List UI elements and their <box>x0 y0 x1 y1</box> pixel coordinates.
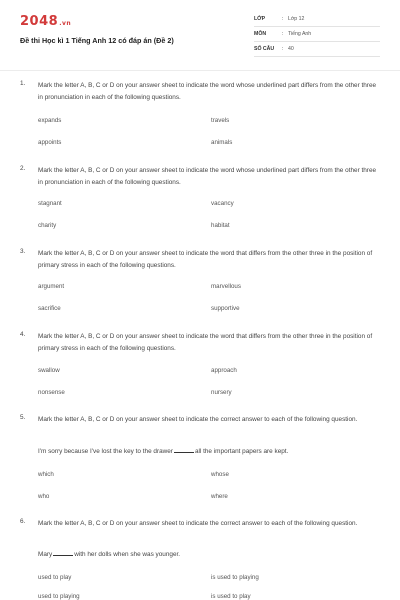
option-c[interactable]: charity <box>38 222 57 229</box>
option-a[interactable]: stagnant <box>38 200 62 207</box>
question-prompt: Mark the letter A, B, C or D on your answer sheet to indicate the word that differs from the other three in the position of primary stress in each of the following questions. <box>38 333 373 352</box>
answer-blank <box>174 452 194 453</box>
sentence-part-before: Mary <box>38 551 53 558</box>
option-b[interactable]: vacancy <box>211 200 234 207</box>
question-prompt: Mark the letter A, B, C or D on your answer sheet to indicate the correct answer to each of the following question. <box>38 520 358 527</box>
option-c[interactable]: sacrifice <box>38 305 61 312</box>
question-number: 6. <box>20 518 26 525</box>
question-number: 4. <box>20 331 26 338</box>
option-d[interactable]: supportive <box>211 305 240 312</box>
meta-key: SỐ CÂU <box>254 46 275 52</box>
document-meta <box>254 12 380 57</box>
question-number: 1. <box>20 80 26 87</box>
meta-separator: : <box>282 46 284 52</box>
option-a[interactable]: used to play <box>38 574 72 581</box>
header-divider <box>0 70 400 71</box>
option-d[interactable]: where <box>211 493 228 500</box>
option-a[interactable]: swallow <box>38 367 60 374</box>
option-c[interactable]: used to playing <box>38 593 80 600</box>
option-b[interactable]: whose <box>211 471 229 478</box>
meta-value: Lớp 12 <box>288 16 305 22</box>
logo-text: 2048 <box>20 14 59 29</box>
answer-blank <box>53 555 73 556</box>
sentence-part-after: with her dolls when she was younger. <box>74 551 181 558</box>
sentence-part-after: all the important papers are kept. <box>194 448 289 455</box>
question-prompt: Mark the letter A, B, C or D on your answer sheet to indicate the correct answer to each of the following question. <box>38 416 358 423</box>
option-c[interactable]: who <box>38 493 50 500</box>
logo-suffix: .vn <box>59 20 72 27</box>
question-number: 2. <box>20 165 26 172</box>
option-a[interactable]: argument <box>38 283 65 290</box>
site-logo[interactable] <box>20 14 71 29</box>
meta-key: MÔN <box>254 31 267 37</box>
question-prompt: Mark the letter A, B, C or D on your answer sheet to indicate the word that differs from the other three in the position of primary stress in each of the following questions. <box>38 250 373 269</box>
option-b[interactable]: travels <box>211 117 230 124</box>
question-prompt: Mark the letter A, B, C or D on your answer sheet to indicate the word whose underlined part differs from the other three in pronunciation in each of the following questions. <box>38 167 377 186</box>
question-number: 5. <box>20 414 26 421</box>
meta-value: Tiếng Anh <box>288 31 312 37</box>
sentence-part-before: I'm sorry because I've lost the key to the drawer <box>38 448 173 455</box>
meta-row-subject <box>254 27 380 42</box>
option-d[interactable]: habitat <box>211 222 230 229</box>
meta-row-class <box>254 12 380 27</box>
option-a[interactable]: expands <box>38 117 62 124</box>
option-c[interactable]: nonsense <box>38 389 65 396</box>
meta-row-question-count <box>254 42 380 57</box>
option-d[interactable]: animals <box>211 139 233 146</box>
option-b[interactable]: is used to playing <box>211 574 259 581</box>
question-number: 3. <box>20 248 26 255</box>
meta-separator: : <box>282 16 284 22</box>
question-prompt: Mark the letter A, B, C or D on your answer sheet to indicate the word whose underlined part differs from the other three in pronunciation in each of the following questions. <box>38 82 377 101</box>
meta-separator: : <box>282 31 284 37</box>
option-d[interactable]: nursery <box>211 389 232 396</box>
option-a[interactable]: which <box>38 471 54 478</box>
option-c[interactable]: appoints <box>38 139 62 146</box>
option-d[interactable]: is used to play <box>211 593 251 600</box>
document-title: Đề thi Học kì 1 Tiếng Anh 12 có đáp án (Đề 2) <box>20 36 174 45</box>
page-header <box>20 12 380 64</box>
meta-value: 40 <box>288 46 294 52</box>
meta-key: LỚP <box>254 16 266 22</box>
question-sentence <box>38 551 378 558</box>
option-b[interactable]: approach <box>211 367 237 374</box>
question-sentence <box>38 448 378 455</box>
option-b[interactable]: marvellous <box>211 283 241 290</box>
